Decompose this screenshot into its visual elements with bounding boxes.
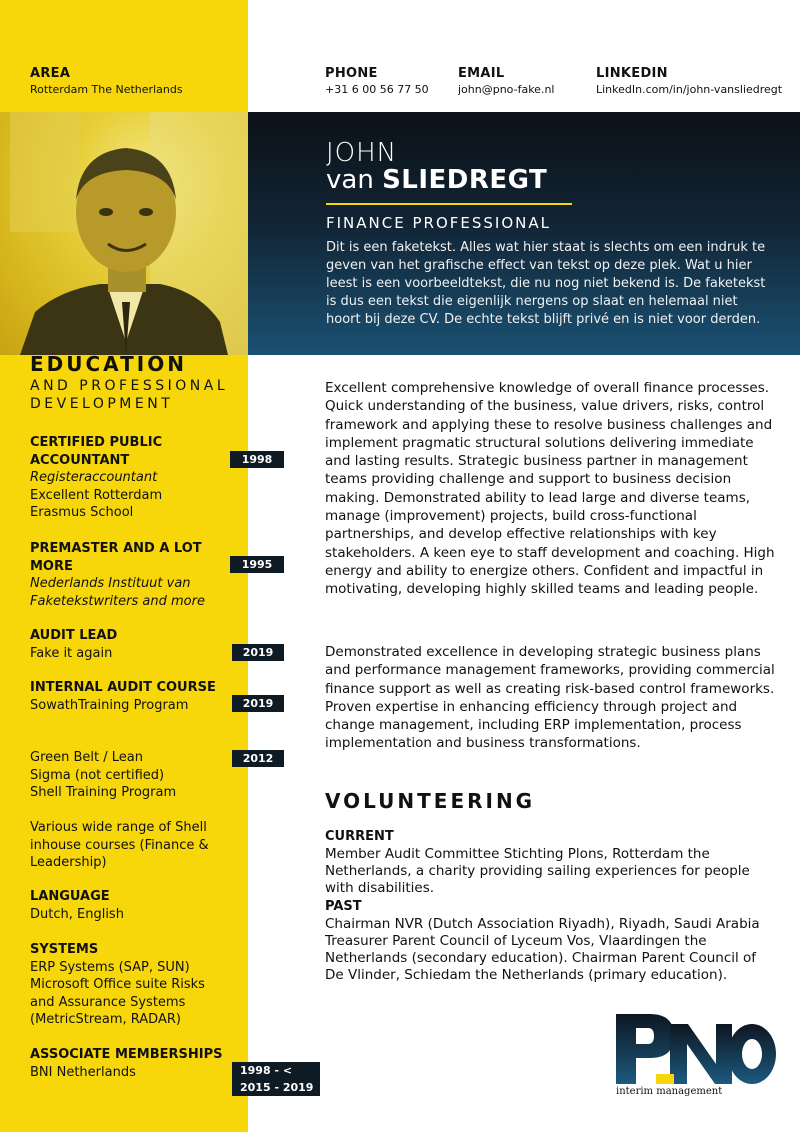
education-entry-audit-lead	[30, 627, 230, 662]
education-title: EDUCATION	[30, 352, 187, 376]
linkedin-label: LINKEDIN	[596, 66, 668, 81]
education-subtitle: AND PROFESSIONAL DEVELOPMENT	[30, 378, 229, 412]
area-label: AREA	[30, 66, 71, 81]
phone-label: PHONE	[325, 66, 378, 81]
current-label: CURRENT	[325, 829, 394, 844]
entry-text: Excellent Rotterdam Erasmus School	[30, 487, 163, 520]
job-title: FINANCE PROFESSIONAL	[326, 214, 551, 232]
education-entry-language	[30, 888, 230, 923]
name-prefix: van	[326, 165, 383, 195]
entry-text: SowathTraining Program	[30, 697, 189, 713]
entry-heading: SYSTEMS	[30, 942, 99, 957]
year-badge: 2019	[232, 644, 284, 661]
education-entry-cpa	[30, 434, 230, 522]
full-name	[326, 165, 547, 195]
current-text: Member Audit Committee Stichting Plons, Rotterdam the Netherlands, a charity providing sailing experiences for people with disabilities.	[325, 846, 750, 896]
education-entry-shell-courses	[30, 819, 230, 872]
entry-text: ERP Systems (SAP, SUN) Microsoft Office suite Risks and Assurance Systems (MetricStream, RADAR)	[30, 959, 205, 1027]
past-label: PAST	[325, 899, 362, 914]
entry-heading: AUDIT LEAD	[30, 628, 118, 643]
entry-text: Fake it again	[30, 645, 113, 661]
first-name: JOHN	[326, 138, 398, 168]
volunteering-title: VOLUNTEERING	[325, 789, 536, 813]
summary-paragraph-1: Excellent comprehensive knowledge of overall finance processes. Quick understanding of the business, value drivers, risks, control framework and applying these to resolve business challenges and implement pragmatic structural solutions delivering immediate and lasting results. Strategic business partner in management teams providing challenge and support to business decision making. Demonstrated ability to lead large and diverse teams, manage (improvement) projects, build cross-functional partnerships, and develop effective relationships with key stakeholders. A keen eye to staff development and coaching. High energy and ability to energize others. Confident and impactful in motivating, developing highly skilled teams and leading people.	[325, 380, 775, 598]
entry-heading: PREMASTER AND A LOT MORE	[30, 541, 202, 574]
past-text: Chairman NVR (Dutch Association Riyadh), Riyadh, Saudi Arabia Treasurer Parent Council of Lyceum Vos, Vlaardingen the Netherlands (secondary education). Chairman Parent Council of De Vlinder, Schiedam the Netherlands (primary education).	[325, 916, 760, 983]
education-entry-internal-audit	[30, 679, 230, 714]
year-badge: 2019	[232, 695, 284, 712]
education-entry-systems	[30, 941, 230, 1029]
education-entry-premaster	[30, 540, 230, 610]
entry-italic: Registeraccountant	[30, 470, 158, 485]
education-entry-memberships	[30, 1046, 230, 1081]
intro-text: Dit is een faketekst. Alles wat hier staat is slechts om een indruk te geven van het grafische effect van tekst op deze plek. Wat u hier leest is een voorbeeldtekst, die nu nog niet bekend is. De faketekst is dus een tekst die eigenlijk nergens op slaat en helemaal niet hoort bij deze CV. De echte tekst blijft privé en is niet voor derden.	[326, 240, 766, 327]
year-badge: 1998	[230, 451, 284, 468]
entry-text: Green Belt / Lean Sigma (not certified) Shell Training Program	[30, 750, 177, 800]
logo-caption: interim management	[616, 1086, 723, 1097]
entry-heading: CERTIFIED PUBLIC ACCOUNTANT	[30, 435, 163, 468]
email-value: john@pno-fake.nl	[458, 83, 555, 96]
entry-text: Various wide range of Shell inhouse courses (Finance & Leadership)	[30, 820, 209, 870]
profile-photo	[0, 112, 248, 355]
entry-heading: LANGUAGE	[30, 889, 110, 904]
phone-value: +31 6 00 56 77 50	[325, 83, 429, 96]
year-badge: 2012	[232, 750, 284, 767]
entry-heading: INTERNAL AUDIT COURSE	[30, 680, 216, 695]
linkedin-value: LinkedIn.com/in/john-vansliedregt	[596, 83, 783, 96]
name-divider	[326, 203, 572, 205]
entry-heading: ASSOCIATE MEMBERSHIPS	[30, 1047, 223, 1062]
year-badge: 2015 - 2019	[232, 1079, 320, 1096]
entry-italic: Nederlands Instituut van Faketekstwriters and more	[30, 576, 205, 609]
area-value: Rotterdam The Netherlands	[30, 83, 183, 96]
entry-text: Dutch, English	[30, 906, 124, 922]
year-badge: 1998 - <	[232, 1062, 320, 1079]
summary-paragraph-2: Demonstrated excellence in developing strategic business plans and performance management frameworks, providing commercial finance support as well as creating risk-based control frameworks. Proven expertise in enhancing efficiency through project and change management, including ERP implementation, process implementation and business transformations.	[325, 644, 775, 752]
email-label: EMAIL	[458, 66, 505, 81]
education-entry-green-belt	[30, 749, 230, 802]
last-name: SLIEDREGT	[382, 165, 548, 195]
year-badge: 1995	[230, 556, 284, 573]
entry-text: BNI Netherlands	[30, 1064, 136, 1080]
